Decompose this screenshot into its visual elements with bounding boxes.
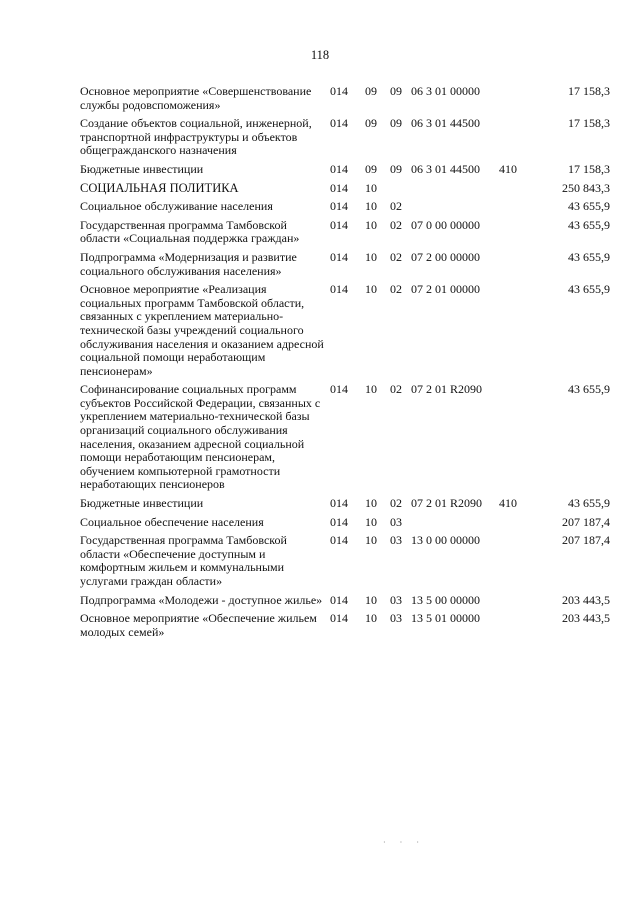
row-name: Подпрограмма «Молодежи - доступное жилье»	[80, 592, 323, 607]
row-section-code: 10	[365, 249, 377, 264]
table-row	[80, 612, 610, 639]
row-ministry-code: 014	[330, 249, 348, 264]
row-section-code: 10	[365, 611, 377, 626]
row-ministry-code: 014	[330, 180, 348, 195]
table-row	[80, 251, 610, 278]
row-name: Государственная программа Тамбовской области «Социальная поддержка граждан»	[80, 217, 300, 246]
row-name: Основное мероприятие «Реализация социальных программ Тамбовской области, связанных с укреплением материально-технической базы учреждений социального обслуживания населения и оказанием адресной социальной помощи неработающим пенсионерам»	[80, 282, 324, 378]
row-amount: 17 158,3	[568, 84, 610, 98]
table-row	[80, 497, 610, 511]
row-section-code: 09	[365, 84, 377, 98]
row-name: Основное мероприятие «Обеспечение жильем молодых семей»	[80, 611, 317, 639]
row-ministry-code: 014	[330, 382, 348, 397]
row-target-article-code: 07 2 01 00000	[411, 282, 480, 297]
row-ministry-code: 014	[330, 611, 348, 626]
row-expense-type-code	[499, 612, 534, 639]
row-target-article-code: 06 3 01 00000	[411, 84, 480, 98]
row-name: СОЦИАЛЬНАЯ ПОЛИТИКА	[80, 180, 239, 195]
row-target-article-code	[411, 182, 499, 196]
table-row	[80, 516, 610, 530]
row-target-article-code: 07 2 00 00000	[411, 249, 480, 264]
row-ministry-code: 014	[330, 84, 348, 98]
row-ministry-code: 014	[330, 533, 348, 548]
row-section-code: 10	[365, 592, 377, 607]
row-section-code: 10	[365, 496, 377, 511]
row-target-article-code: 06 3 01 44500	[411, 161, 480, 176]
row-target-article-code	[411, 516, 499, 530]
row-ministry-code: 014	[330, 116, 348, 131]
table-row	[80, 219, 610, 246]
table-row	[80, 283, 610, 378]
row-subsection-code: 02	[390, 199, 402, 214]
row-expense-type-code	[499, 251, 534, 278]
row-subsection-code: 03	[390, 611, 402, 626]
row-subsection-code: 09	[390, 84, 402, 98]
row-name: Основное мероприятие «Совершенствование службы родовспоможения»	[80, 84, 312, 112]
row-amount: 207 187,4	[562, 514, 610, 529]
row-name: Бюджетные инвестиции	[80, 496, 204, 511]
row-subsection-code: 03	[390, 514, 402, 529]
row-section-code: 10	[365, 199, 377, 214]
row-expense-type-code	[499, 516, 534, 530]
row-subsection-code	[390, 182, 411, 196]
row-target-article-code: 13 0 00 00000	[411, 533, 480, 548]
row-subsection-code: 03	[390, 533, 402, 548]
scan-artifact: · · ·	[383, 838, 425, 847]
row-expense-type-code	[499, 594, 534, 608]
row-subsection-code: 02	[390, 249, 402, 264]
row-amount: 43 655,9	[568, 496, 610, 511]
row-expense-type-code	[499, 85, 534, 112]
row-amount: 43 655,9	[568, 382, 610, 397]
row-subsection-code: 02	[390, 382, 402, 397]
row-target-article-code: 13 5 01 00000	[411, 611, 480, 626]
row-expense-type-code	[499, 383, 534, 492]
row-name: Софинансирование социальных программ субъектов Российской Федерации, связанных с укреплением материально-технической базы организаций социального обслуживания населения, оказанием адресной социальной помощи неработающим пенсионерам, обучением компьютерной грамотности неработающих пенсионеров	[80, 382, 321, 492]
row-expense-type-code	[499, 200, 534, 214]
row-ministry-code: 014	[330, 217, 348, 232]
row-amount: 250 843,3	[562, 180, 610, 195]
row-expense-type-code: 410	[499, 496, 517, 511]
row-target-article-code: 07 2 01 R2090	[411, 382, 483, 397]
row-expense-type-code	[499, 283, 534, 378]
row-expense-type-code	[499, 117, 534, 158]
row-subsection-code: 02	[390, 282, 402, 297]
row-name: Социальное обеспечение населения	[80, 514, 264, 529]
row-section-code: 09	[365, 116, 377, 131]
table-row	[80, 182, 610, 196]
table-row	[80, 117, 610, 158]
row-section-code: 10	[365, 514, 377, 529]
row-name: Социальное обслуживание населения	[80, 199, 273, 214]
row-expense-type-code: 410	[499, 161, 517, 176]
row-ministry-code: 014	[330, 592, 348, 607]
table-row	[80, 534, 610, 588]
row-section-code: 10	[365, 382, 377, 397]
row-ministry-code: 014	[330, 282, 348, 297]
page-number: 118	[310, 48, 330, 62]
row-section-code: 10	[365, 180, 377, 195]
row-name: Бюджетные инвестиции	[80, 161, 204, 176]
row-amount: 43 655,9	[568, 199, 610, 214]
row-subsection-code: 02	[390, 217, 402, 232]
row-subsection-code: 03	[390, 592, 402, 607]
row-target-article-code	[411, 200, 499, 214]
table-row	[80, 200, 610, 214]
row-amount: 43 655,9	[568, 282, 610, 297]
row-expense-type-code	[499, 534, 534, 588]
row-section-code: 10	[365, 533, 377, 548]
table-row	[80, 85, 610, 112]
row-expense-type-code	[499, 182, 534, 196]
row-target-article-code: 07 2 01 R2090	[411, 496, 483, 511]
budget-table	[80, 85, 610, 644]
row-amount: 17 158,3	[568, 161, 610, 176]
row-subsection-code: 02	[390, 496, 402, 511]
row-amount: 43 655,9	[568, 217, 610, 232]
row-target-article-code: 07 0 00 00000	[411, 217, 480, 232]
row-amount: 203 443,5	[562, 592, 610, 607]
table-row	[80, 163, 610, 177]
row-ministry-code: 014	[330, 161, 348, 176]
row-target-article-code: 13 5 00 00000	[411, 592, 480, 607]
row-amount: 43 655,9	[568, 249, 610, 264]
row-section-code: 10	[365, 217, 377, 232]
row-subsection-code: 09	[390, 161, 402, 176]
row-ministry-code: 014	[330, 514, 348, 529]
row-target-article-code: 06 3 01 44500	[411, 116, 480, 131]
row-name: Подпрограмма «Модернизация и развитие социального обслуживания населения»	[80, 249, 297, 278]
row-ministry-code: 014	[330, 496, 348, 511]
row-subsection-code: 09	[390, 116, 402, 131]
row-ministry-code: 014	[330, 199, 348, 214]
row-amount: 203 443,5	[562, 611, 610, 626]
row-amount: 207 187,4	[562, 533, 610, 548]
table-row	[80, 383, 610, 492]
table-row	[80, 594, 610, 608]
row-section-code: 10	[365, 282, 377, 297]
row-amount: 17 158,3	[568, 116, 610, 131]
row-section-code: 09	[365, 161, 377, 176]
row-name: Государственная программа Тамбовской области «Обеспечение доступным и комфортным жильем и коммунальными услугами граждан области»	[80, 533, 287, 588]
row-name: Создание объектов социальной, инженерной, транспортной инфраструктуры и объектов общегражданского назначения	[80, 116, 312, 158]
row-expense-type-code	[499, 219, 534, 246]
